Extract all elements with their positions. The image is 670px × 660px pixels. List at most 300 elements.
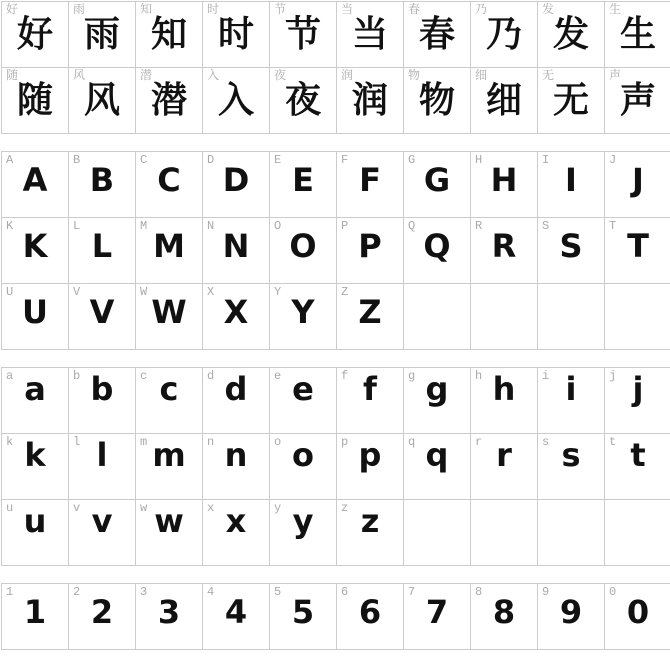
glyph-cell-inner: [471, 434, 537, 499]
glyph-cell: [605, 2, 670, 68]
glyph-preview: 发: [552, 14, 589, 55]
glyph-cell-inner: [404, 2, 470, 67]
glyph-cell-inner: [203, 500, 269, 565]
glyph-cell-inner: [404, 284, 470, 349]
glyph-preview: L: [91, 227, 113, 265]
glyph-preview: d: [224, 370, 248, 408]
glyph-cell-inner: [337, 218, 403, 283]
glyph-preview: M: [153, 227, 185, 265]
glyph-row: [2, 434, 670, 500]
corner-reference-label: 当: [341, 3, 354, 17]
glyph-cell-inner: [69, 152, 135, 217]
empty-cell: [538, 500, 605, 566]
uppercase-specimen-table: [1, 151, 670, 350]
corner-reference-label: Z: [341, 285, 349, 299]
corner-reference-label: P: [341, 219, 349, 233]
glyph-cell: [203, 584, 270, 650]
glyph-cell-inner: [538, 584, 604, 649]
glyph-cell: [538, 218, 605, 284]
glyph-preview: 7: [425, 593, 449, 631]
corner-reference-label: l: [73, 435, 81, 449]
glyph-preview: t: [630, 436, 646, 474]
glyph-cell: [203, 2, 270, 68]
glyph-cell-inner: [136, 2, 202, 67]
corner-reference-label: 发: [542, 3, 555, 17]
glyph-cell-inner: [404, 68, 470, 133]
glyph-cell-inner: [69, 218, 135, 283]
corner-reference-label: 4: [207, 585, 215, 599]
lowercase-specimen-body: [2, 368, 670, 566]
glyph-cell-inner: [538, 218, 604, 283]
glyph-cell-inner: [337, 284, 403, 349]
glyph-cell-inner: [404, 434, 470, 499]
corner-reference-label: L: [73, 219, 81, 233]
glyph-cell-inner: [270, 152, 336, 217]
corner-reference-label: h: [475, 369, 483, 383]
glyph-cell-inner: [203, 2, 269, 67]
corner-reference-label: 时: [207, 3, 220, 17]
glyph-cell: [270, 500, 337, 566]
corner-reference-label: j: [609, 369, 617, 383]
corner-reference-label: R: [475, 219, 483, 233]
glyph-cell-inner: [404, 152, 470, 217]
glyph-preview: 知: [150, 14, 187, 55]
hanzi-specimen-body: [2, 2, 670, 134]
glyph-preview: 细: [485, 80, 522, 121]
glyph-cell-inner: [203, 218, 269, 283]
glyph-cell-inner: [270, 2, 336, 67]
glyph-cell-inner: [471, 584, 537, 649]
empty-cell: [605, 500, 670, 566]
glyph-cell: [2, 68, 69, 134]
glyph-preview: 潜: [150, 80, 187, 121]
glyph-row: [2, 218, 670, 284]
corner-reference-label: 生: [609, 3, 622, 17]
glyph-cell: [270, 284, 337, 350]
glyph-cell: [136, 284, 203, 350]
glyph-preview: K: [22, 227, 48, 265]
glyph-cell-inner: [471, 2, 537, 67]
glyph-preview: g: [425, 370, 449, 408]
glyph-preview: 3: [157, 593, 181, 631]
corner-reference-label: J: [609, 153, 617, 167]
glyph-cell-inner: [538, 152, 604, 217]
glyph-cell: [69, 68, 136, 134]
glyph-cell-inner: [136, 368, 202, 433]
uppercase-specimen-body: [2, 152, 670, 350]
glyph-preview: V: [89, 293, 115, 331]
glyph-preview: e: [292, 370, 314, 408]
glyph-cell-inner: [471, 218, 537, 283]
corner-reference-label: 乃: [475, 3, 488, 17]
glyph-cell: [203, 218, 270, 284]
glyph-preview: v: [91, 502, 113, 540]
glyph-cell: [404, 584, 471, 650]
corner-reference-label: x: [207, 501, 215, 515]
corner-reference-label: a: [6, 369, 14, 383]
empty-cell: [471, 284, 538, 350]
corner-reference-label: t: [609, 435, 617, 449]
glyph-cell-inner: [337, 368, 403, 433]
glyph-cell-inner: [404, 218, 470, 283]
glyph-cell: [136, 152, 203, 218]
glyph-preview: I: [565, 161, 577, 199]
corner-reference-label: T: [609, 219, 617, 233]
glyph-preview: 5: [291, 593, 315, 631]
glyph-cell: [203, 434, 270, 500]
glyph-cell-inner: [471, 284, 537, 349]
glyph-preview: 当: [351, 14, 388, 55]
glyph-preview: 时: [217, 14, 254, 55]
glyph-preview: c: [159, 370, 179, 408]
glyph-cell: [203, 152, 270, 218]
corner-reference-label: 细: [475, 69, 488, 83]
glyph-preview: 4: [224, 593, 248, 631]
glyph-cell-inner: [471, 152, 537, 217]
glyph-cell-inner: [538, 368, 604, 433]
glyph-cell: [136, 434, 203, 500]
glyph-row: [2, 500, 670, 566]
corner-reference-label: 无: [542, 69, 555, 83]
glyph-cell-inner: [69, 500, 135, 565]
glyph-cell-inner: [2, 584, 68, 649]
glyph-cell: [404, 2, 471, 68]
glyph-cell: [136, 500, 203, 566]
glyph-cell-inner: [203, 284, 269, 349]
corner-reference-label: I: [542, 153, 550, 167]
glyph-cell-inner: [203, 368, 269, 433]
glyph-preview: 节: [284, 14, 321, 55]
glyph-cell: [337, 152, 404, 218]
glyph-preview: x: [225, 502, 247, 540]
corner-reference-label: 风: [73, 69, 86, 83]
glyph-cell: [270, 218, 337, 284]
glyph-preview: 入: [217, 80, 254, 121]
glyph-cell: [69, 368, 136, 434]
glyph-cell-inner: [337, 584, 403, 649]
glyph-cell: [270, 68, 337, 134]
glyph-cell-inner: [605, 284, 670, 349]
corner-reference-label: 3: [140, 585, 148, 599]
glyph-row: [2, 152, 670, 218]
glyph-preview: H: [490, 161, 518, 199]
glyph-cell: [136, 368, 203, 434]
glyph-preview: O: [289, 227, 317, 265]
glyph-cell-inner: [69, 2, 135, 67]
glyph-cell: [69, 434, 136, 500]
glyph-preview: m: [152, 436, 186, 474]
glyph-cell-inner: [2, 284, 68, 349]
corner-reference-label: c: [140, 369, 148, 383]
glyph-cell: [136, 218, 203, 284]
glyph-preview: D: [222, 161, 250, 199]
corner-reference-label: 8: [475, 585, 483, 599]
glyph-row: [2, 368, 670, 434]
glyph-row: [2, 2, 670, 68]
corner-reference-label: o: [274, 435, 282, 449]
glyph-preview: 生: [619, 14, 656, 55]
corner-reference-label: u: [6, 501, 14, 515]
glyph-preview: y: [292, 502, 314, 540]
corner-reference-label: 5: [274, 585, 282, 599]
glyph-cell: [605, 68, 670, 134]
corner-reference-label: b: [73, 369, 81, 383]
corner-reference-label: 1: [6, 585, 14, 599]
glyph-cell-inner: [404, 584, 470, 649]
glyph-cell-inner: [605, 2, 670, 67]
glyph-preview: W: [151, 293, 187, 331]
glyph-preview: P: [358, 227, 382, 265]
corner-reference-label: k: [6, 435, 14, 449]
corner-reference-label: N: [207, 219, 215, 233]
corner-reference-label: q: [408, 435, 416, 449]
glyph-preview: q: [425, 436, 449, 474]
glyph-cell: [69, 152, 136, 218]
glyph-cell: [203, 500, 270, 566]
glyph-preview: J: [632, 161, 644, 199]
corner-reference-label: g: [408, 369, 416, 383]
glyph-cell: [270, 368, 337, 434]
glyph-cell-inner: [69, 584, 135, 649]
corner-reference-label: 9: [542, 585, 550, 599]
glyph-cell-inner: [270, 368, 336, 433]
glyph-preview: 2: [90, 593, 114, 631]
corner-reference-label: 雨: [73, 3, 86, 17]
glyph-row: [2, 584, 670, 650]
glyph-preview: k: [24, 436, 46, 474]
corner-reference-label: X: [207, 285, 215, 299]
glyph-cell-inner: [270, 434, 336, 499]
glyph-cell: [471, 584, 538, 650]
glyph-cell-inner: [270, 218, 336, 283]
glyph-cell-inner: [69, 368, 135, 433]
glyph-cell-inner: [203, 584, 269, 649]
glyph-cell: [2, 2, 69, 68]
glyph-preview: F: [359, 161, 381, 199]
glyph-cell: [337, 2, 404, 68]
glyph-cell-inner: [2, 500, 68, 565]
corner-reference-label: O: [274, 219, 282, 233]
glyph-cell: [2, 500, 69, 566]
corner-reference-label: 夜: [274, 69, 287, 83]
glyph-cell: [605, 584, 670, 650]
corner-reference-label: z: [341, 501, 349, 515]
glyph-cell-inner: [2, 368, 68, 433]
glyph-cell: [69, 218, 136, 284]
corner-reference-label: 入: [207, 69, 220, 83]
corner-reference-label: 0: [609, 585, 617, 599]
glyph-preview: a: [24, 370, 46, 408]
glyph-preview: N: [222, 227, 250, 265]
glyph-cell-inner: [337, 152, 403, 217]
glyph-cell: [2, 152, 69, 218]
corner-reference-label: f: [341, 369, 349, 383]
glyph-cell-inner: [337, 68, 403, 133]
glyph-cell-inner: [270, 584, 336, 649]
glyph-cell: [69, 584, 136, 650]
glyph-cell-inner: [538, 284, 604, 349]
glyph-cell-inner: [2, 152, 68, 217]
glyph-preview: 随: [16, 80, 53, 121]
corner-reference-label: 随: [6, 69, 19, 83]
corner-reference-label: 潜: [140, 69, 153, 83]
glyph-preview: Z: [358, 293, 382, 331]
glyph-cell: [337, 218, 404, 284]
glyph-cell: [203, 368, 270, 434]
glyph-cell: [404, 68, 471, 134]
glyph-preview: S: [559, 227, 583, 265]
corner-reference-label: M: [140, 219, 148, 233]
corner-reference-label: 6: [341, 585, 349, 599]
corner-reference-label: K: [6, 219, 14, 233]
glyph-cell: [136, 68, 203, 134]
glyph-cell-inner: [605, 434, 670, 499]
glyph-cell-inner: [538, 434, 604, 499]
corner-reference-label: 节: [274, 3, 287, 17]
glyph-preview: r: [496, 436, 512, 474]
empty-cell: [538, 284, 605, 350]
glyph-cell-inner: [2, 218, 68, 283]
glyph-cell-inner: [337, 434, 403, 499]
glyph-preview: C: [157, 161, 181, 199]
glyph-cell: [2, 368, 69, 434]
glyph-preview: l: [96, 436, 108, 474]
glyph-preview: 9: [559, 593, 583, 631]
glyph-preview: G: [423, 161, 451, 199]
glyph-preview: 春: [418, 14, 455, 55]
glyph-preview: 好: [16, 14, 53, 55]
glyph-cell-inner: [136, 218, 202, 283]
empty-cell: [404, 500, 471, 566]
glyph-cell-inner: [136, 284, 202, 349]
glyph-cell: [538, 2, 605, 68]
corner-reference-label: v: [73, 501, 81, 515]
glyph-cell: [203, 68, 270, 134]
glyph-cell: [337, 284, 404, 350]
corner-reference-label: m: [140, 435, 148, 449]
glyph-preview: U: [22, 293, 48, 331]
glyph-cell-inner: [69, 284, 135, 349]
glyph-cell: [337, 500, 404, 566]
glyph-cell-inner: [605, 584, 670, 649]
corner-reference-label: S: [542, 219, 550, 233]
glyph-preview: X: [223, 293, 249, 331]
corner-reference-label: D: [207, 153, 215, 167]
glyph-cell-inner: [605, 218, 670, 283]
glyph-cell: [404, 218, 471, 284]
glyph-preview: 1: [23, 593, 47, 631]
empty-cell: [605, 284, 670, 350]
glyph-cell: [471, 68, 538, 134]
glyph-cell-inner: [404, 368, 470, 433]
glyph-preview: R: [491, 227, 517, 265]
glyph-cell: [69, 2, 136, 68]
glyph-preview: j: [632, 370, 644, 408]
glyph-cell-inner: [471, 68, 537, 133]
corner-reference-label: 润: [341, 69, 354, 83]
glyph-cell: [605, 434, 670, 500]
glyph-cell-inner: [404, 500, 470, 565]
glyph-cell-inner: [270, 284, 336, 349]
glyph-cell: [471, 152, 538, 218]
hanzi-specimen-table: [1, 1, 670, 134]
glyph-cell: [2, 584, 69, 650]
glyph-cell: [2, 284, 69, 350]
corner-reference-label: e: [274, 369, 282, 383]
glyph-cell-inner: [605, 152, 670, 217]
corner-reference-label: 春: [408, 3, 421, 17]
glyph-cell: [538, 68, 605, 134]
glyph-cell-inner: [337, 2, 403, 67]
glyph-cell-inner: [2, 2, 68, 67]
glyph-cell: [471, 434, 538, 500]
corner-reference-label: U: [6, 285, 14, 299]
glyph-preview: z: [360, 502, 380, 540]
glyph-cell-inner: [136, 500, 202, 565]
glyph-preview: i: [565, 370, 577, 408]
glyph-cell-inner: [605, 68, 670, 133]
corner-reference-label: C: [140, 153, 148, 167]
glyph-cell: [2, 434, 69, 500]
glyph-cell: [136, 2, 203, 68]
corner-reference-label: 物: [408, 69, 421, 83]
glyph-cell-inner: [69, 434, 135, 499]
corner-reference-label: Q: [408, 219, 416, 233]
glyph-preview: 6: [358, 593, 382, 631]
glyph-cell: [69, 284, 136, 350]
empty-cell: [404, 284, 471, 350]
corner-reference-label: i: [542, 369, 550, 383]
glyph-cell-inner: [136, 584, 202, 649]
glyph-cell-inner: [136, 68, 202, 133]
corner-reference-label: 好: [6, 3, 19, 17]
digits-specimen-table: [1, 583, 670, 650]
glyph-cell: [404, 152, 471, 218]
glyph-preview: 乃: [485, 14, 522, 55]
glyph-cell-inner: [538, 2, 604, 67]
glyph-cell: [605, 218, 670, 284]
glyph-cell: [69, 500, 136, 566]
glyph-preview: 雨: [83, 14, 120, 55]
corner-reference-label: B: [73, 153, 81, 167]
glyph-preview: 0: [626, 593, 650, 631]
empty-cell: [471, 500, 538, 566]
glyph-preview: 无: [552, 80, 589, 121]
glyph-cell-inner: [136, 434, 202, 499]
glyph-cell: [337, 368, 404, 434]
glyph-cell: [337, 584, 404, 650]
glyph-cell: [404, 434, 471, 500]
corner-reference-label: n: [207, 435, 215, 449]
glyph-cell-inner: [270, 500, 336, 565]
glyph-cell: [538, 584, 605, 650]
corner-reference-label: 7: [408, 585, 416, 599]
glyph-cell-inner: [136, 152, 202, 217]
corner-reference-label: E: [274, 153, 282, 167]
glyph-row: [2, 68, 670, 134]
glyph-preview: n: [224, 436, 248, 474]
glyph-cell: [538, 368, 605, 434]
corner-reference-label: F: [341, 153, 349, 167]
glyph-preview: B: [89, 161, 115, 199]
corner-reference-label: 知: [140, 3, 153, 17]
glyph-cell-inner: [270, 68, 336, 133]
glyph-cell-inner: [605, 368, 670, 433]
glyph-cell: [203, 284, 270, 350]
glyph-cell-inner: [471, 500, 537, 565]
glyph-preview: b: [90, 370, 114, 408]
glyph-preview: f: [363, 370, 377, 408]
